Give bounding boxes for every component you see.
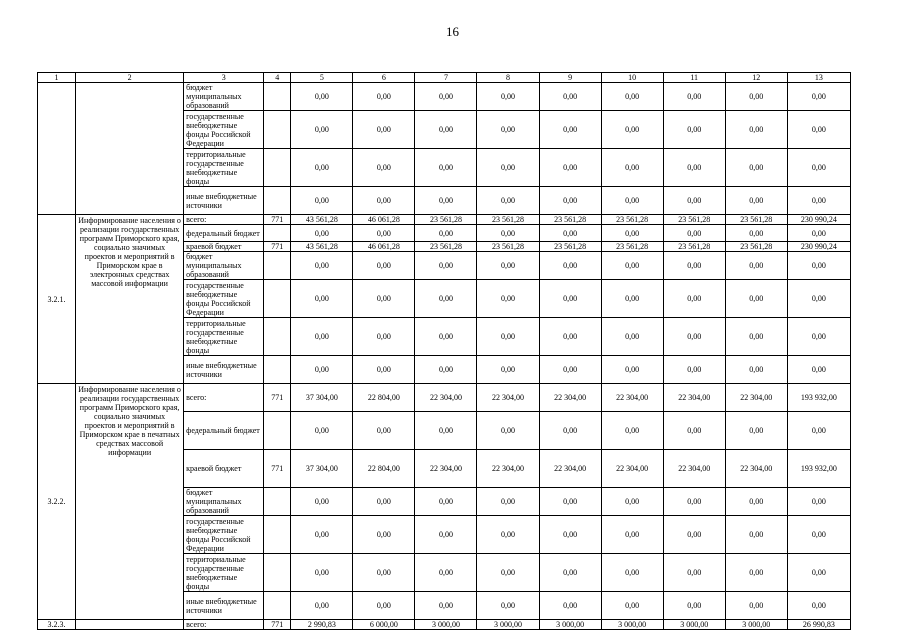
amount-cell: 0,00 <box>353 252 415 280</box>
activity-name <box>76 83 184 215</box>
amount-cell: 0,00 <box>787 252 850 280</box>
amount-cell: 0,00 <box>539 516 601 554</box>
amount-cell: 0,00 <box>353 280 415 318</box>
amount-cell: 0,00 <box>539 225 601 242</box>
amount-cell: 0,00 <box>663 516 725 554</box>
amount-cell: 0,00 <box>477 83 539 111</box>
amount-cell: 0,00 <box>787 488 850 516</box>
amount-cell: 6 000,00 <box>353 620 415 630</box>
amount-cell: 0,00 <box>415 554 477 592</box>
amount-cell: 3 000,00 <box>725 620 787 630</box>
amount-cell: 0,00 <box>663 412 725 450</box>
funding-source: территориальные государственные внебюджетные фонды <box>184 149 264 187</box>
amount-cell: 22 304,00 <box>601 450 663 488</box>
amount-cell: 22 304,00 <box>601 384 663 412</box>
amount-cell: 0,00 <box>415 252 477 280</box>
amount-cell: 0,00 <box>477 516 539 554</box>
amount-cell: 0,00 <box>601 318 663 356</box>
amount-cell: 0,00 <box>415 280 477 318</box>
amount-cell: 43 561,28 <box>291 215 353 225</box>
amount-cell: 0,00 <box>353 488 415 516</box>
amount-cell: 0,00 <box>539 280 601 318</box>
amount-cell: 0,00 <box>291 280 353 318</box>
amount-cell: 0,00 <box>725 225 787 242</box>
amount-cell: 0,00 <box>477 412 539 450</box>
budget-code: 771 <box>264 384 291 412</box>
row-number <box>38 83 76 215</box>
column-header: 4 <box>264 73 291 83</box>
amount-cell: 0,00 <box>539 592 601 620</box>
budget-code <box>264 111 291 149</box>
amount-cell: 0,00 <box>353 83 415 111</box>
amount-cell: 3 000,00 <box>477 620 539 630</box>
amount-cell: 0,00 <box>601 356 663 384</box>
amount-cell: 0,00 <box>725 554 787 592</box>
budget-code <box>264 187 291 215</box>
amount-cell: 0,00 <box>601 149 663 187</box>
amount-cell: 0,00 <box>415 516 477 554</box>
amount-cell: 0,00 <box>291 488 353 516</box>
amount-cell: 0,00 <box>291 356 353 384</box>
budget-code <box>264 356 291 384</box>
amount-cell: 2 990,83 <box>291 620 353 630</box>
amount-cell: 0,00 <box>787 516 850 554</box>
amount-cell: 0,00 <box>787 149 850 187</box>
funding-source: бюджет муниципальных образований <box>184 83 264 111</box>
amount-cell: 0,00 <box>601 592 663 620</box>
budget-code <box>264 318 291 356</box>
amount-cell: 0,00 <box>663 111 725 149</box>
amount-cell: 0,00 <box>477 592 539 620</box>
amount-cell: 23 561,28 <box>663 242 725 252</box>
amount-cell: 0,00 <box>539 412 601 450</box>
amount-cell: 0,00 <box>787 280 850 318</box>
amount-cell: 46 061,28 <box>353 215 415 225</box>
amount-cell: 23 561,28 <box>725 215 787 225</box>
page-number: 16 <box>446 24 459 39</box>
table-row <box>38 384 851 412</box>
amount-cell: 0,00 <box>663 554 725 592</box>
amount-cell: 0,00 <box>415 111 477 149</box>
row-number: 3.2.3. <box>38 620 76 630</box>
amount-cell: 0,00 <box>663 83 725 111</box>
budget-code: 771 <box>264 215 291 225</box>
amount-cell: 0,00 <box>787 592 850 620</box>
amount-cell: 0,00 <box>291 516 353 554</box>
amount-cell: 23 561,28 <box>477 242 539 252</box>
amount-cell: 0,00 <box>415 225 477 242</box>
funding-source: бюджет муниципальных образований <box>184 488 264 516</box>
amount-cell: 0,00 <box>353 149 415 187</box>
amount-cell: 0,00 <box>291 554 353 592</box>
amount-cell: 0,00 <box>291 149 353 187</box>
column-header: 1 <box>38 73 76 83</box>
amount-cell: 0,00 <box>477 149 539 187</box>
budget-code <box>264 83 291 111</box>
column-header: 10 <box>601 73 663 83</box>
budget-code: 771 <box>264 450 291 488</box>
amount-cell: 0,00 <box>539 488 601 516</box>
amount-cell: 0,00 <box>353 516 415 554</box>
table-row <box>38 215 851 225</box>
amount-cell: 0,00 <box>725 149 787 187</box>
amount-cell: 37 304,00 <box>291 450 353 488</box>
amount-cell: 0,00 <box>787 356 850 384</box>
amount-cell: 0,00 <box>787 187 850 215</box>
amount-cell: 23 561,28 <box>601 242 663 252</box>
amount-cell: 0,00 <box>601 252 663 280</box>
funding-source: иные внебюджетные источники <box>184 187 264 215</box>
amount-cell: 0,00 <box>353 187 415 215</box>
amount-cell: 22 304,00 <box>725 384 787 412</box>
amount-cell: 3 000,00 <box>663 620 725 630</box>
budget-code <box>264 554 291 592</box>
amount-cell: 0,00 <box>291 252 353 280</box>
amount-cell: 0,00 <box>725 356 787 384</box>
budget-code <box>264 280 291 318</box>
column-header: 11 <box>663 73 725 83</box>
budget-code <box>264 225 291 242</box>
amount-cell: 0,00 <box>415 412 477 450</box>
amount-cell: 230 990,24 <box>787 242 850 252</box>
amount-cell: 0,00 <box>725 592 787 620</box>
amount-cell: 0,00 <box>601 187 663 215</box>
amount-cell: 46 061,28 <box>353 242 415 252</box>
funding-source: государственные внебюджетные фонды Российской Федерации <box>184 516 264 554</box>
amount-cell: 23 561,28 <box>477 215 539 225</box>
column-header: 12 <box>725 73 787 83</box>
amount-cell: 0,00 <box>477 225 539 242</box>
amount-cell: 0,00 <box>477 554 539 592</box>
amount-cell: 0,00 <box>477 356 539 384</box>
amount-cell: 0,00 <box>353 554 415 592</box>
amount-cell: 0,00 <box>787 554 850 592</box>
column-header: 13 <box>787 73 850 83</box>
amount-cell: 0,00 <box>787 412 850 450</box>
amount-cell: 0,00 <box>539 318 601 356</box>
funding-source: территориальные государственные внебюджетные фонды <box>184 554 264 592</box>
amount-cell: 0,00 <box>291 592 353 620</box>
amount-cell: 23 561,28 <box>601 215 663 225</box>
amount-cell: 0,00 <box>477 280 539 318</box>
budget-code <box>264 592 291 620</box>
amount-cell: 0,00 <box>291 318 353 356</box>
amount-cell: 0,00 <box>601 225 663 242</box>
amount-cell: 22 304,00 <box>539 384 601 412</box>
amount-cell: 230 990,24 <box>787 215 850 225</box>
column-header: 2 <box>76 73 184 83</box>
amount-cell: 3 000,00 <box>601 620 663 630</box>
amount-cell: 0,00 <box>291 83 353 111</box>
funding-source: краевой бюджет <box>184 242 264 252</box>
amount-cell: 23 561,28 <box>539 242 601 252</box>
funding-source: всего: <box>184 384 264 412</box>
amount-cell: 23 561,28 <box>663 215 725 225</box>
amount-cell: 0,00 <box>353 111 415 149</box>
amount-cell: 0,00 <box>601 280 663 318</box>
funding-source: федеральный бюджет <box>184 412 264 450</box>
amount-cell: 0,00 <box>663 225 725 242</box>
amount-cell: 193 932,00 <box>787 384 850 412</box>
amount-cell: 0,00 <box>663 187 725 215</box>
amount-cell: 23 561,28 <box>415 242 477 252</box>
amount-cell: 43 561,28 <box>291 242 353 252</box>
amount-cell: 0,00 <box>291 187 353 215</box>
funding-source: всего: <box>184 620 264 630</box>
amount-cell: 0,00 <box>539 149 601 187</box>
amount-cell: 22 304,00 <box>477 450 539 488</box>
budget-code <box>264 516 291 554</box>
amount-cell: 0,00 <box>415 488 477 516</box>
amount-cell: 0,00 <box>725 83 787 111</box>
amount-cell: 0,00 <box>725 318 787 356</box>
amount-cell: 26 990,83 <box>787 620 850 630</box>
budget-code <box>264 488 291 516</box>
budget-code: 771 <box>264 242 291 252</box>
amount-cell: 3 000,00 <box>539 620 601 630</box>
amount-cell: 0,00 <box>663 149 725 187</box>
amount-cell: 0,00 <box>725 412 787 450</box>
amount-cell: 0,00 <box>539 83 601 111</box>
amount-cell: 0,00 <box>291 111 353 149</box>
budget-code: 771 <box>264 620 291 630</box>
budget-code <box>264 412 291 450</box>
column-header: 5 <box>291 73 353 83</box>
funding-source: иные внебюджетные источники <box>184 592 264 620</box>
amount-cell: 0,00 <box>787 111 850 149</box>
funding-source: бюджет муниципальных образований <box>184 252 264 280</box>
amount-cell: 0,00 <box>663 252 725 280</box>
table-row <box>38 83 851 111</box>
amount-cell: 0,00 <box>539 356 601 384</box>
amount-cell: 0,00 <box>539 554 601 592</box>
amount-cell: 0,00 <box>415 187 477 215</box>
funding-source: иные внебюджетные источники <box>184 356 264 384</box>
amount-cell: 22 304,00 <box>477 384 539 412</box>
amount-cell: 0,00 <box>291 412 353 450</box>
budget-code <box>264 149 291 187</box>
column-header: 7 <box>415 73 477 83</box>
amount-cell: 0,00 <box>601 488 663 516</box>
amount-cell: 0,00 <box>477 111 539 149</box>
amount-cell: 0,00 <box>353 225 415 242</box>
amount-cell: 0,00 <box>601 554 663 592</box>
amount-cell: 0,00 <box>725 516 787 554</box>
amount-cell: 0,00 <box>291 225 353 242</box>
amount-cell: 23 561,28 <box>725 242 787 252</box>
amount-cell: 0,00 <box>725 111 787 149</box>
amount-cell: 0,00 <box>539 252 601 280</box>
funding-source: всего: <box>184 215 264 225</box>
amount-cell: 0,00 <box>663 356 725 384</box>
amount-cell: 22 304,00 <box>663 450 725 488</box>
amount-cell: 0,00 <box>415 592 477 620</box>
funding-source: государственные внебюджетные фонды Российской Федерации <box>184 111 264 149</box>
amount-cell: 0,00 <box>415 149 477 187</box>
amount-cell: 0,00 <box>663 280 725 318</box>
column-header: 9 <box>539 73 601 83</box>
amount-cell: 193 932,00 <box>787 450 850 488</box>
funding-source: территориальные государственные внебюджетные фонды <box>184 318 264 356</box>
amount-cell: 0,00 <box>477 488 539 516</box>
amount-cell: 22 304,00 <box>415 384 477 412</box>
activity-name: Информирование населения о реализации государственных программ Приморского края, социально значимых проектов и мероприятий в Приморском крае в электронных средствах массовой информации <box>76 215 184 384</box>
amount-cell: 0,00 <box>663 318 725 356</box>
amount-cell: 0,00 <box>725 187 787 215</box>
amount-cell: 0,00 <box>353 318 415 356</box>
amount-cell: 0,00 <box>601 516 663 554</box>
amount-cell: 0,00 <box>725 280 787 318</box>
amount-cell: 23 561,28 <box>415 215 477 225</box>
amount-cell: 0,00 <box>477 187 539 215</box>
amount-cell: 0,00 <box>353 592 415 620</box>
table-row <box>38 620 851 630</box>
amount-cell: 0,00 <box>787 225 850 242</box>
funding-source: федеральный бюджет <box>184 225 264 242</box>
amount-cell: 0,00 <box>415 356 477 384</box>
column-header: 6 <box>353 73 415 83</box>
activity-name: Информирование населения о реализации государственных программ Приморского края, социально значимых проектов и мероприятий в Приморском крае в печатных средствах массовой информации <box>76 384 184 620</box>
amount-cell: 0,00 <box>415 83 477 111</box>
amount-cell: 0,00 <box>477 252 539 280</box>
amount-cell: 23 561,28 <box>539 215 601 225</box>
amount-cell: 0,00 <box>601 83 663 111</box>
amount-cell: 22 804,00 <box>353 384 415 412</box>
amount-cell: 0,00 <box>787 83 850 111</box>
amount-cell: 0,00 <box>663 592 725 620</box>
row-number: 3.2.2. <box>38 384 76 620</box>
amount-cell: 0,00 <box>725 252 787 280</box>
amount-cell: 0,00 <box>415 318 477 356</box>
amount-cell: 22 304,00 <box>415 450 477 488</box>
amount-cell: 0,00 <box>353 356 415 384</box>
amount-cell: 0,00 <box>539 187 601 215</box>
amount-cell: 0,00 <box>601 111 663 149</box>
amount-cell: 0,00 <box>477 318 539 356</box>
amount-cell: 22 304,00 <box>539 450 601 488</box>
amount-cell: 22 304,00 <box>663 384 725 412</box>
amount-cell: 22 304,00 <box>725 450 787 488</box>
budget-table <box>37 72 851 630</box>
budget-code <box>264 252 291 280</box>
funding-source: государственные внебюджетные фонды Российской Федерации <box>184 280 264 318</box>
column-header: 3 <box>184 73 264 83</box>
row-number: 3.2.1. <box>38 215 76 384</box>
amount-cell: 3 000,00 <box>415 620 477 630</box>
amount-cell: 0,00 <box>663 488 725 516</box>
amount-cell: 0,00 <box>787 318 850 356</box>
column-header: 8 <box>477 73 539 83</box>
amount-cell: 0,00 <box>539 111 601 149</box>
amount-cell: 0,00 <box>353 412 415 450</box>
amount-cell: 37 304,00 <box>291 384 353 412</box>
activity-name <box>76 620 184 630</box>
funding-source: краевой бюджет <box>184 450 264 488</box>
amount-cell: 22 804,00 <box>353 450 415 488</box>
amount-cell: 0,00 <box>601 412 663 450</box>
amount-cell: 0,00 <box>725 488 787 516</box>
header-row <box>38 73 851 83</box>
